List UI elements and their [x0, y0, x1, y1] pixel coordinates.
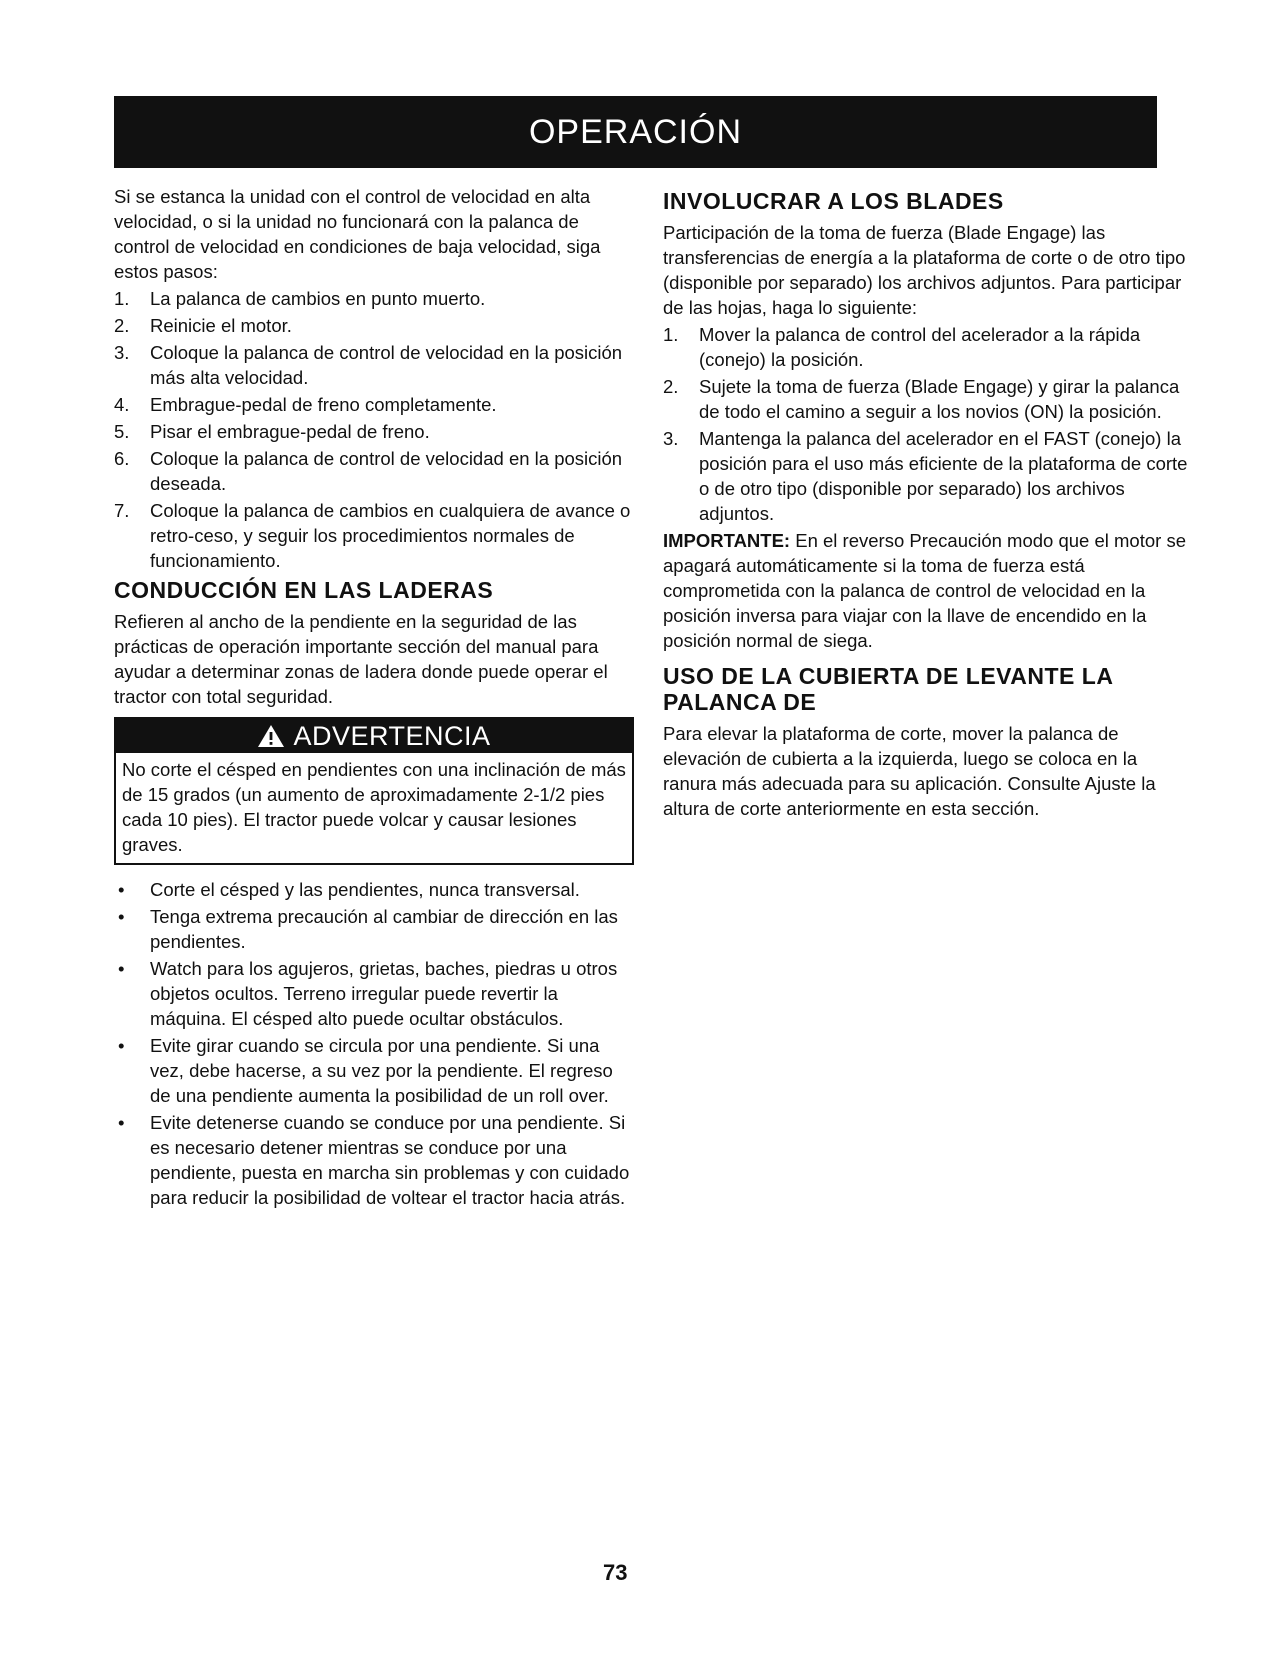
step-text: Embrague-pedal de freno completamente. [150, 394, 497, 415]
step-text: Coloque la palanca de cambios en cualquiera de avance o retro-ceso, y seguir los procedimientos normales de funcionamiento. [150, 500, 631, 571]
list-item [114, 877, 634, 902]
important-text: En el reverso Precaución modo que el motor se apagará automáticamente si la toma de fuerza está comprometida con la palanca de control de velocidad en la posición inversa para viajar con la llave de encendido en la posición normal de siega. [663, 530, 1186, 651]
list-item [114, 1110, 634, 1210]
tip-text: Tenga extrema precaución al cambiar de dirección en las pendientes. [150, 906, 618, 952]
warning-triangle-icon [257, 724, 285, 748]
stall-intro: Si se estanca la unidad con el control de velocidad en alta velocidad, o si la unidad no funcionará con la palanca de control de velocidad en condiciones de baja velocidad, siga estos pasos: [114, 186, 601, 282]
lift-text: Para elevar la plataforma de corte, mover la palanca de elevación de cubierta a la izquierda, luego se coloca en la ranura más adecuada para su aplicación. Consulte Ajuste la altura de corte anteriormente en esta sección. [663, 723, 1156, 819]
step-number: 1. [114, 288, 130, 309]
list-item [663, 374, 1193, 424]
step-text: Reinicie el motor. [150, 315, 292, 336]
lift-heading: USO DE LA CUBIERTA DE LEVANTE LA PALANCA DE [663, 663, 1113, 715]
list-item [663, 322, 1193, 372]
slopes-heading: CONDUCCIÓN EN LAS LADERAS [114, 577, 494, 603]
step-text: La palanca de cambios en punto muerto. [150, 288, 486, 309]
tip-text: Corte el césped y las pendientes, nunca transversal. [150, 879, 580, 900]
step-number: 2. [114, 315, 130, 336]
step-number: 7. [114, 500, 130, 521]
step-text: Sujete la toma de fuerza (Blade Engage) y girar la palanca de todo el camino a seguir a los novios (ON) la posición. [699, 376, 1180, 422]
bullet: • [118, 906, 125, 927]
step-number: 3. [114, 342, 130, 363]
slope-tips-list [114, 877, 634, 1210]
bullet: • [118, 879, 125, 900]
blades-steps-list [663, 322, 1193, 526]
important-label: IMPORTANTE: [663, 530, 791, 551]
blades-intro: Participación de la toma de fuerza (Blade Engage) las transferencias de energía a la plataforma de corte o de otro tipo (disponible por separado) los archivos adjuntos. Para participar de las hojas, haga lo siguiente: [663, 222, 1186, 318]
stall-steps-list [114, 286, 634, 573]
list-item [114, 498, 634, 573]
bullet: • [118, 958, 125, 979]
step-number: 1. [663, 324, 679, 345]
list-item [114, 446, 634, 496]
important-note [663, 528, 1193, 653]
list-item [114, 286, 634, 311]
step-text: Mantenga la palanca del acelerador en el FAST (conejo) la posición para el uso más eficiente de la plataforma de corte o de otro tipo (disponible por separado) los archivos adjuntos. [699, 428, 1188, 524]
tip-text: Evite girar cuando se circula por una pendiente. Si una vez, debe hacerse, a su vez por la pendiente. El regreso de una pendiente aumenta la posibilidad de un roll over. [150, 1035, 613, 1106]
warning-header [116, 719, 632, 753]
left-column [114, 184, 634, 1212]
tip-text: Evite detenerse cuando se conduce por una pendiente. Si es necesario detener mientras se conduce por una pendiente, puesta en marcha sin problemas y con cuidado para reducir la posibilidad de voltear el tractor hacia atrás. [150, 1112, 630, 1208]
warning-box [114, 717, 634, 865]
step-text: Coloque la palanca de control de velocidad en la posición deseada. [150, 448, 623, 494]
list-item [114, 1033, 634, 1108]
list-item [114, 340, 634, 390]
bullet: • [118, 1035, 125, 1056]
step-number: 3. [663, 428, 679, 449]
bullet: • [118, 1112, 125, 1133]
page-number: 73 [603, 1560, 628, 1585]
right-column [663, 184, 1193, 821]
list-item [663, 426, 1193, 526]
tip-text: Watch para los agujeros, grietas, baches, piedras u otros objetos ocultos. Terreno irregular puede revertir la máquina. El césped alto puede ocultar obstáculos. [150, 958, 618, 1029]
slopes-intro: Refieren al ancho de la pendiente en la seguridad de las prácticas de operación importante sección del manual para ayudar a determinar zonas de ladera donde puede operar el tractor con total seguridad. [114, 611, 608, 707]
warning-title: ADVERTENCIA [293, 720, 491, 751]
list-item [114, 392, 634, 417]
step-number: 2. [663, 376, 679, 397]
list-item [114, 956, 634, 1031]
step-text: Mover la palanca de control del acelerador a la rápida (conejo) la posición. [699, 324, 1141, 370]
warning-text: No corte el césped en pendientes con una inclinación de más de 15 grados (un aumento de aproximadamente 2-1/2 pies cada 10 pies). El tractor puede volcar y causar lesiones graves. [122, 759, 626, 855]
step-number: 5. [114, 421, 130, 442]
step-number: 4. [114, 394, 130, 415]
step-text: Pisar el embrague-pedal de freno. [150, 421, 430, 442]
list-item [114, 313, 634, 338]
section-header [114, 96, 1157, 168]
section-title: OPERACIÓN [528, 112, 743, 151]
blades-heading: INVOLUCRAR A LOS BLADES [663, 188, 1004, 214]
list-item [114, 904, 634, 954]
list-item [114, 419, 634, 444]
step-number: 6. [114, 448, 130, 469]
step-text: Coloque la palanca de control de velocidad en la posición más alta velocidad. [150, 342, 623, 388]
